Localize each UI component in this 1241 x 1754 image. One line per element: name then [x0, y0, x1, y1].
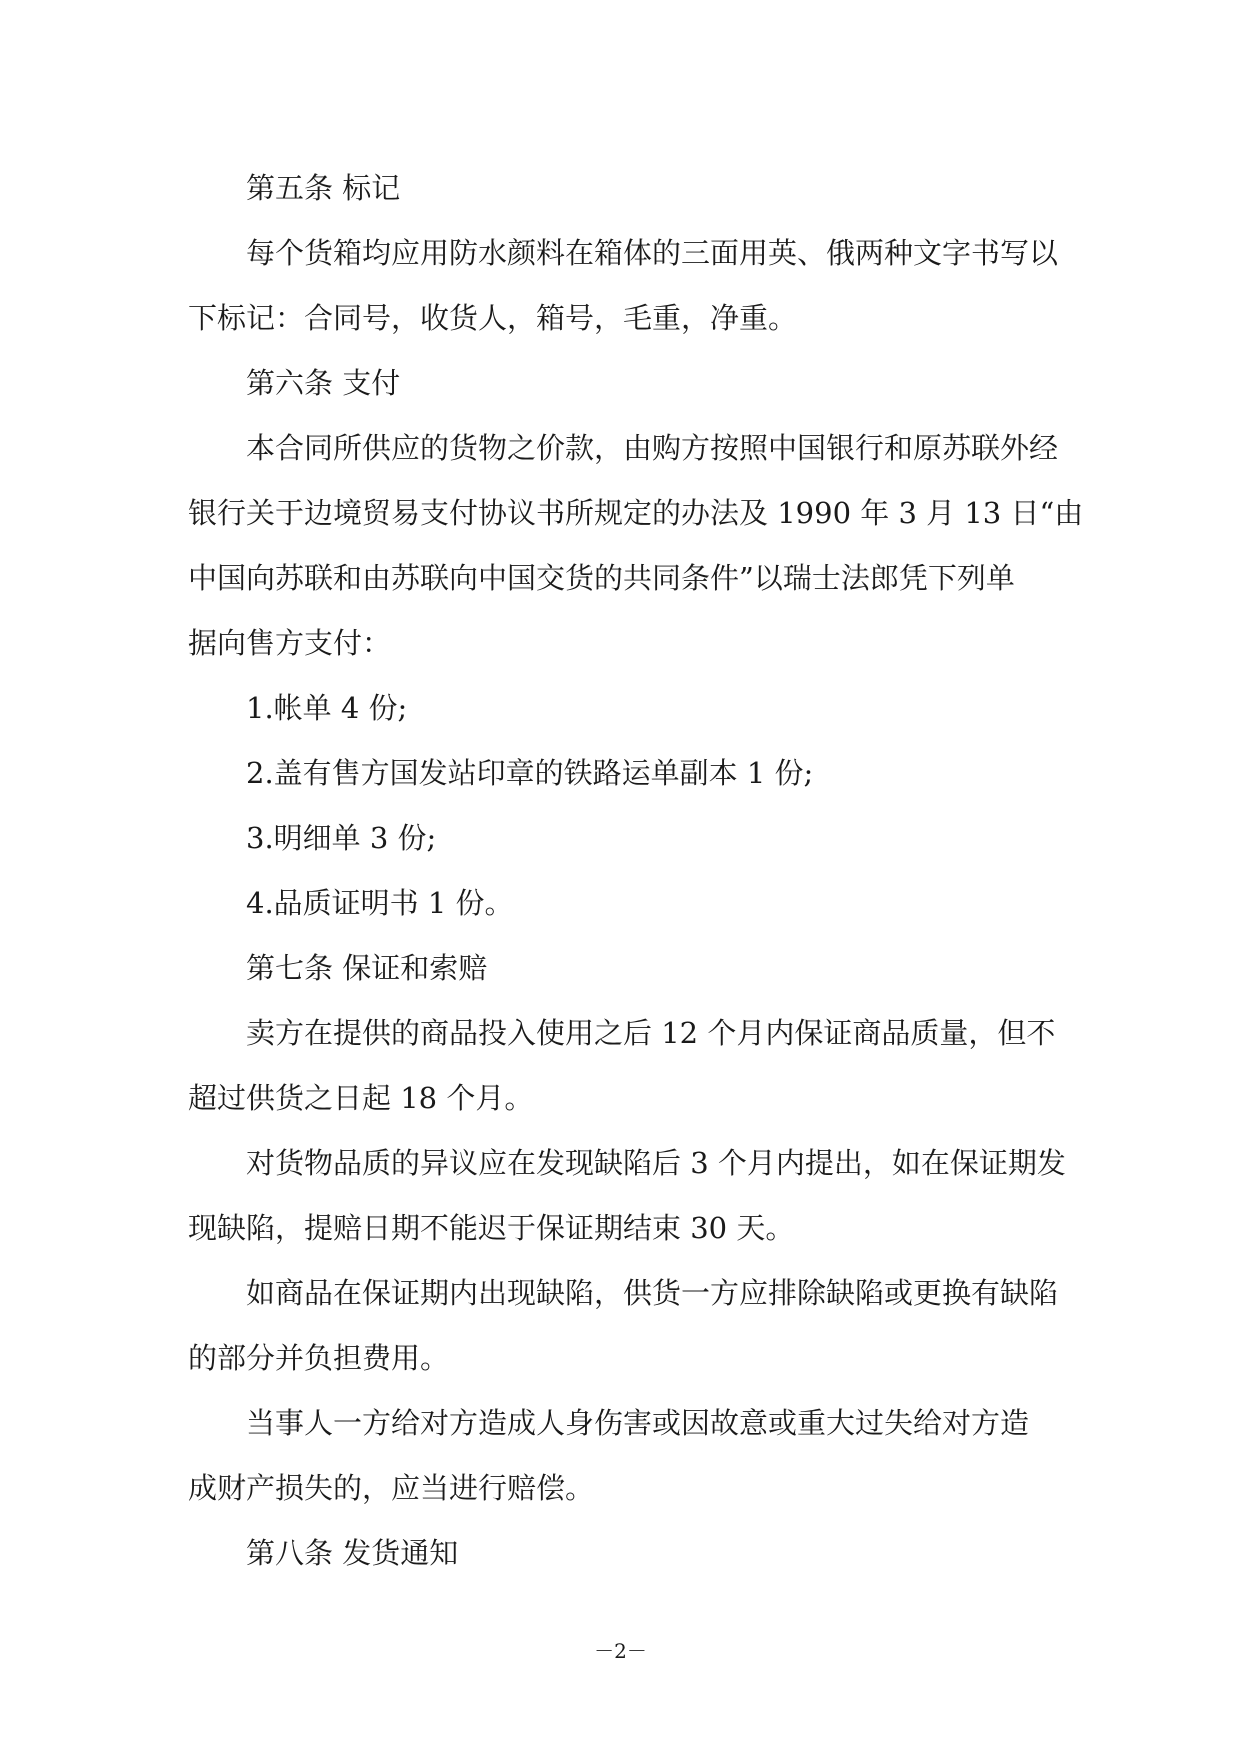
- article-7-heading: 第七条 保证和索赔: [246, 951, 488, 985]
- paragraph-line: 现缺陷，提赔日期不能迟于保证期结束 30 天。: [188, 1211, 795, 1245]
- article-8-heading: 第八条 发货通知: [246, 1536, 459, 1570]
- paragraph-line: 卖方在提供的商品投入使用之后 12 个月内保证商品质量，但不: [246, 1016, 1056, 1050]
- list-item: 3.明细单 3 份;: [246, 821, 437, 855]
- paragraph-line: 如商品在保证期内出现缺陷，供货一方应排除缺陷或更换有缺陷: [246, 1276, 1059, 1310]
- paragraph-line: 中国向苏联和由苏联向中国交货的共同条件”以瑞士法郎凭下列单: [188, 561, 1015, 595]
- list-item: 1.帐单 4 份;: [246, 691, 408, 725]
- list-item: 4.品质证明书 1 份。: [246, 886, 514, 920]
- paragraph-line: 成财产损失的，应当进行赔偿。: [188, 1471, 595, 1505]
- paragraph-line: 本合同所供应的货物之价款，由购方按照中国银行和原苏联外经: [246, 431, 1059, 465]
- document-body: [188, 156, 1084, 1586]
- paragraph-line: 据向售方支付：: [188, 626, 392, 660]
- paragraph-line: 当事人一方给对方造成人身伤害或因故意或重大过失给对方造: [246, 1406, 1030, 1440]
- article-6-heading: 第六条 支付: [246, 366, 401, 400]
- paragraph-line: 银行关于边境贸易支付协议书所规定的办法及 1990 年 3 月 13 日“由: [188, 496, 1084, 530]
- paragraph-line: 下标记：合同号，收货人，箱号，毛重，净重。: [188, 301, 798, 335]
- paragraph-line: 每个货箱均应用防水颜料在箱体的三面用英、俄两种文字书写以: [246, 236, 1059, 270]
- paragraph-line: 超过供货之日起 18 个月。: [188, 1081, 534, 1115]
- paragraph-line: 对货物品质的异议应在发现缺陷后 3 个月内提出，如在保证期发: [246, 1146, 1066, 1180]
- page-number: －2－: [594, 1639, 647, 1663]
- article-5-heading: 第五条 标记: [246, 171, 401, 205]
- paragraph-line: 的部分并负担费用。: [188, 1341, 450, 1375]
- list-item: 2.盖有售方国发站印章的铁路运单副本 1 份;: [246, 756, 814, 790]
